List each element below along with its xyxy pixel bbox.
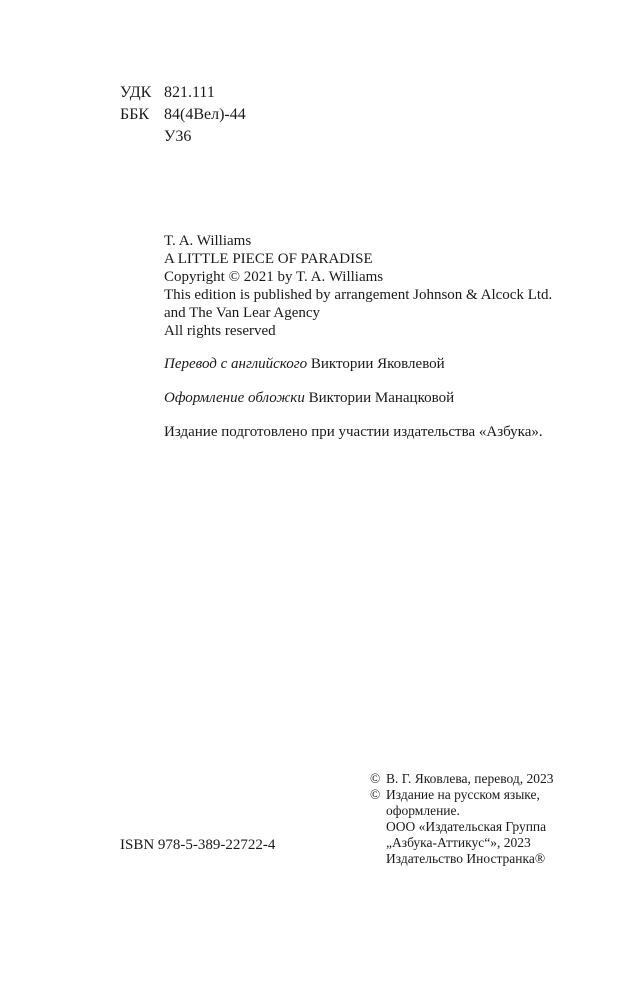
bbk-row	[120, 104, 246, 126]
udk-row	[120, 82, 246, 104]
copyright-block	[370, 771, 554, 867]
translator-role: Перевод с английского	[164, 356, 308, 372]
edition-note-line2: and The Van Lear Agency	[164, 305, 321, 321]
author-mark-row	[120, 126, 246, 148]
original-copyright: Copyright © 2021 by T. A. Williams	[164, 269, 384, 285]
isbn: ISBN 978-5-389-22722-4	[120, 837, 276, 853]
original-author: T. A. Williams	[164, 233, 252, 249]
bbk-label: ББК	[120, 106, 150, 123]
translator-credit	[164, 355, 445, 373]
edition-note-line1: This edition is published by arrangement Johnson & Alcock Ltd.	[164, 287, 553, 303]
publisher-note: Издание подготовлено при участии издательства «Азбука».	[164, 424, 543, 440]
rights-reserved: All rights reserved	[164, 323, 276, 339]
copyright-symbol: ©	[370, 787, 381, 802]
copyright-publisher-name: „Азбука-Аттикус“», 2023	[386, 835, 531, 850]
copyright-translation: В. Г. Яковлева, перевод, 2023	[386, 771, 554, 786]
copyright-edition-row	[370, 787, 554, 803]
cover-designer-role: Оформление обложки	[164, 390, 305, 406]
cover-designer-name: Виктории Манацковой	[308, 390, 455, 406]
classification-block	[120, 82, 246, 148]
bbk-value: 84(4Вел)-44	[164, 106, 246, 123]
cover-designer-credit	[164, 389, 454, 407]
copyright-symbol: ©	[370, 771, 381, 786]
copyright-edition: Издание на русском языке,	[386, 787, 540, 802]
original-title: A LITTLE PIECE OF PARADISE	[164, 251, 373, 267]
copyright-imprint: Издательство Иностранка®	[386, 851, 546, 866]
udk-label: УДК	[120, 84, 152, 101]
copyright-publisher-group: ООО «Издательская Группа	[386, 819, 547, 834]
copyright-translation-row	[370, 771, 554, 787]
author-mark: У36	[164, 128, 192, 145]
original-credits	[164, 232, 552, 340]
udk-value: 821.111	[164, 84, 215, 101]
translator-name: Виктории Яковлевой	[310, 356, 445, 372]
copyright-design: оформление.	[386, 803, 460, 818]
